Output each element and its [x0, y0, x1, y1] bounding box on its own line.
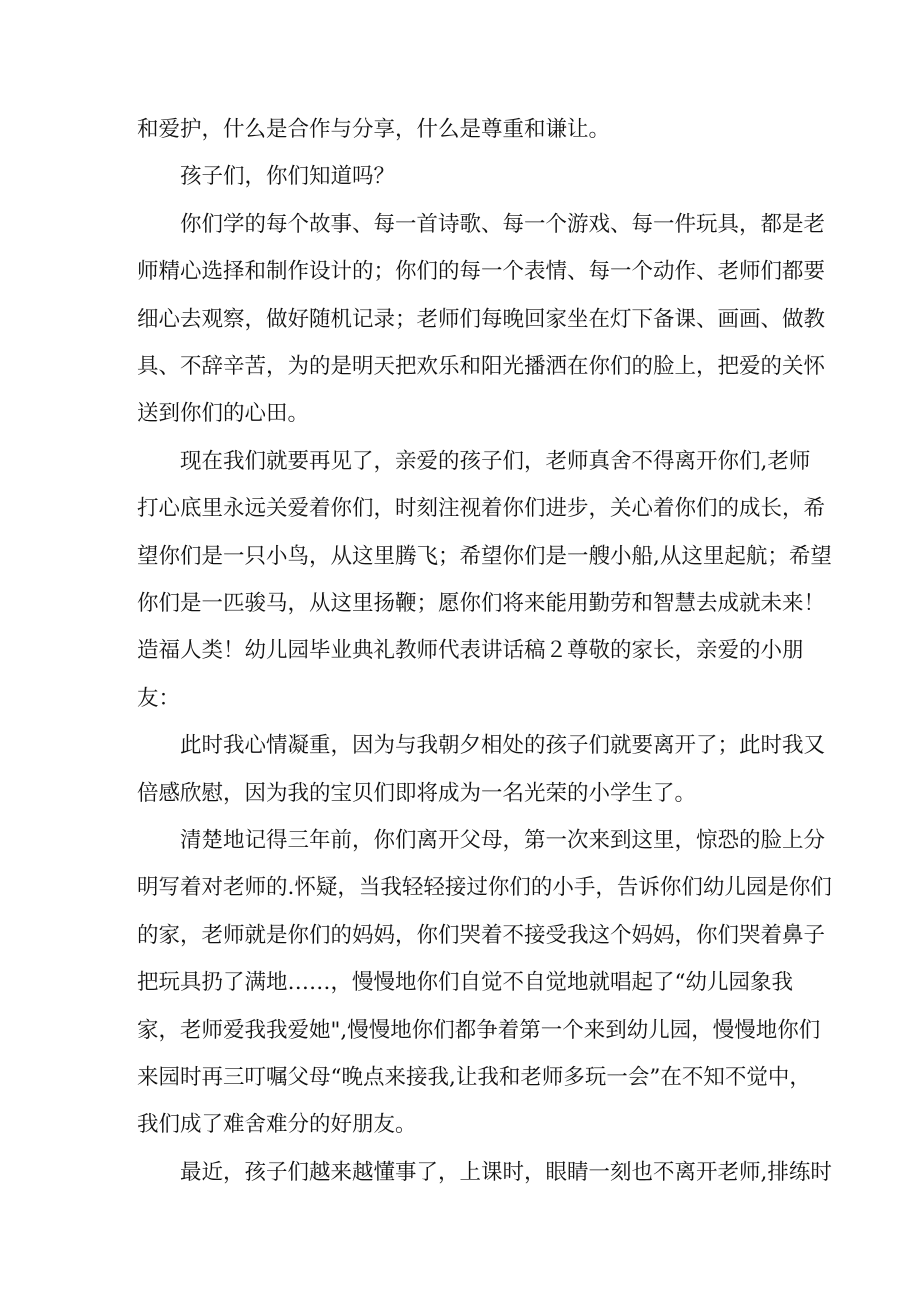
text-line: 送到你们的心田。: [137, 401, 310, 427]
text-line: 友：: [137, 685, 181, 711]
text-line: 打心底里永远关爱着你们，时刻注视着你们进步，关心着你们的成长，希: [137, 496, 826, 522]
text-line: 细心去观察，做好随机记录；老师们每晚回家坐在灯下备课、画画、做教: [137, 306, 826, 332]
text-line: 你们学的每个故事、每一首诗歌、每一个游戏、每一件玩具，都是老: [180, 211, 826, 237]
text-line: 具、不辞辛苦，为的是明天把欢乐和阳光播洒在你们的脸上，把爱的关怀: [137, 354, 826, 379]
text-line: 师精心选择和制作设计的；你们的每一个表情、每一个动作、老师们都要: [137, 259, 826, 285]
text-line: 造福人类！幼儿园毕业典礼教师代表讲话稿２尊敬的家长，亲爱的小朋: [137, 638, 804, 664]
text-line: 此时我心情凝重，因为与我朝夕相处的孩子们就要离开了；此时我又: [180, 733, 826, 759]
text-line: 家，老师爱我我爱她",慢慢地你们都争着第一个来到幼儿园，慢慢地你们: [137, 1017, 821, 1043]
text-line: 最近，孩子们越来越懂事了，上课时，眼睛一刻也不离开老师,排练时: [180, 1159, 832, 1185]
text-line: 倍感欣慰，因为我的宝贝们即将成为一名光荣的小学生了。: [137, 780, 697, 806]
text-line: 把玩具扔了满地……，慢慢地你们自觉不自觉地就唱起了“幼儿园象我: [137, 970, 793, 996]
text-line: 的家，老师就是你们的妈妈，你们哭着不接受我这个妈妈，你们哭着鼻子: [137, 922, 826, 948]
text-line: 我们成了难舍难分的好朋友。: [137, 1112, 417, 1138]
text-line: 和爱护，什么是合作与分享，什么是尊重和谦让。: [137, 117, 611, 142]
text-line: 明写着对老师的.怀疑，当我轻轻接过你们的小手，告诉你们幼儿园是你们: [137, 875, 832, 901]
text-line: 清楚地记得三年前，你们离开父母，第一次来到这里，惊恐的脸上分: [180, 828, 826, 853]
text-line: 来园时再三叮嘱父母“晚点来接我,让我和老师多玩一会”在不知不觉中，: [137, 1065, 811, 1090]
text-line: 你们是一匹骏马，从这里扬鞭；愿你们将来能用勤劳和智慧去成就未来！: [137, 591, 826, 616]
text-line: 孩子们，你们知道吗？: [180, 164, 396, 190]
text-line: 望你们是一只小鸟，从这里腾飞；希望你们是一艘小船,从这里起航；希望: [137, 543, 832, 569]
text-line: 现在我们就要再见了，亲爱的孩子们，老师真舍不得离开你们,老师: [180, 448, 811, 474]
